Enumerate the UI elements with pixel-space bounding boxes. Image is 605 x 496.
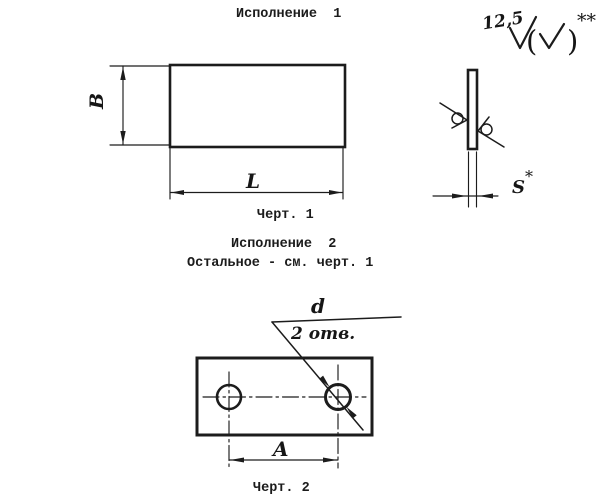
- roughness-check-rest-icon: [540, 24, 564, 48]
- figure1-side-view: [433, 70, 533, 207]
- paren-open: (: [526, 24, 538, 58]
- arrow-b-bottom-icon: [120, 131, 125, 144]
- hole-count-label: 2 отв.: [291, 324, 356, 344]
- figure2-subtitle: Остальное - см. черт. 1: [187, 256, 374, 271]
- double-asterisk-note: **: [577, 10, 596, 32]
- arrow-l-left-icon: [171, 190, 184, 195]
- hole-dia-label: d: [311, 294, 325, 318]
- dim-label-B: B: [86, 92, 108, 110]
- surface-finish-spec: [481, 8, 597, 58]
- figure2-caption: Черт. 2: [253, 481, 310, 496]
- arrow-a-left-icon: [230, 458, 244, 463]
- dim-label-A: A: [273, 437, 289, 461]
- roughness-value: 12,5: [480, 8, 525, 35]
- plate-edge-outline: [468, 70, 477, 149]
- paren-close: ): [567, 24, 579, 58]
- arrow-s-left-icon: [452, 194, 467, 199]
- figure1-front-view: [86, 65, 345, 199]
- figure2-view: [197, 294, 401, 468]
- figure1-title: Исполнение 1: [236, 7, 342, 22]
- arrow-b-top-icon: [120, 67, 125, 80]
- arrow-s-right-icon: [479, 194, 494, 199]
- roughness-right-circle-icon: [481, 124, 492, 135]
- dim-label-L: L: [246, 169, 261, 193]
- arrow-a-right-icon: [323, 458, 337, 463]
- plate-outline: [170, 65, 345, 147]
- dim-label-S: S: [512, 177, 525, 198]
- leader-shelf: [272, 317, 401, 322]
- arrow-l-right-icon: [329, 190, 342, 195]
- asterisk-note: *: [525, 167, 533, 186]
- figure1-caption: Черт. 1: [257, 208, 314, 223]
- figure2-title: Исполнение 2: [231, 237, 337, 252]
